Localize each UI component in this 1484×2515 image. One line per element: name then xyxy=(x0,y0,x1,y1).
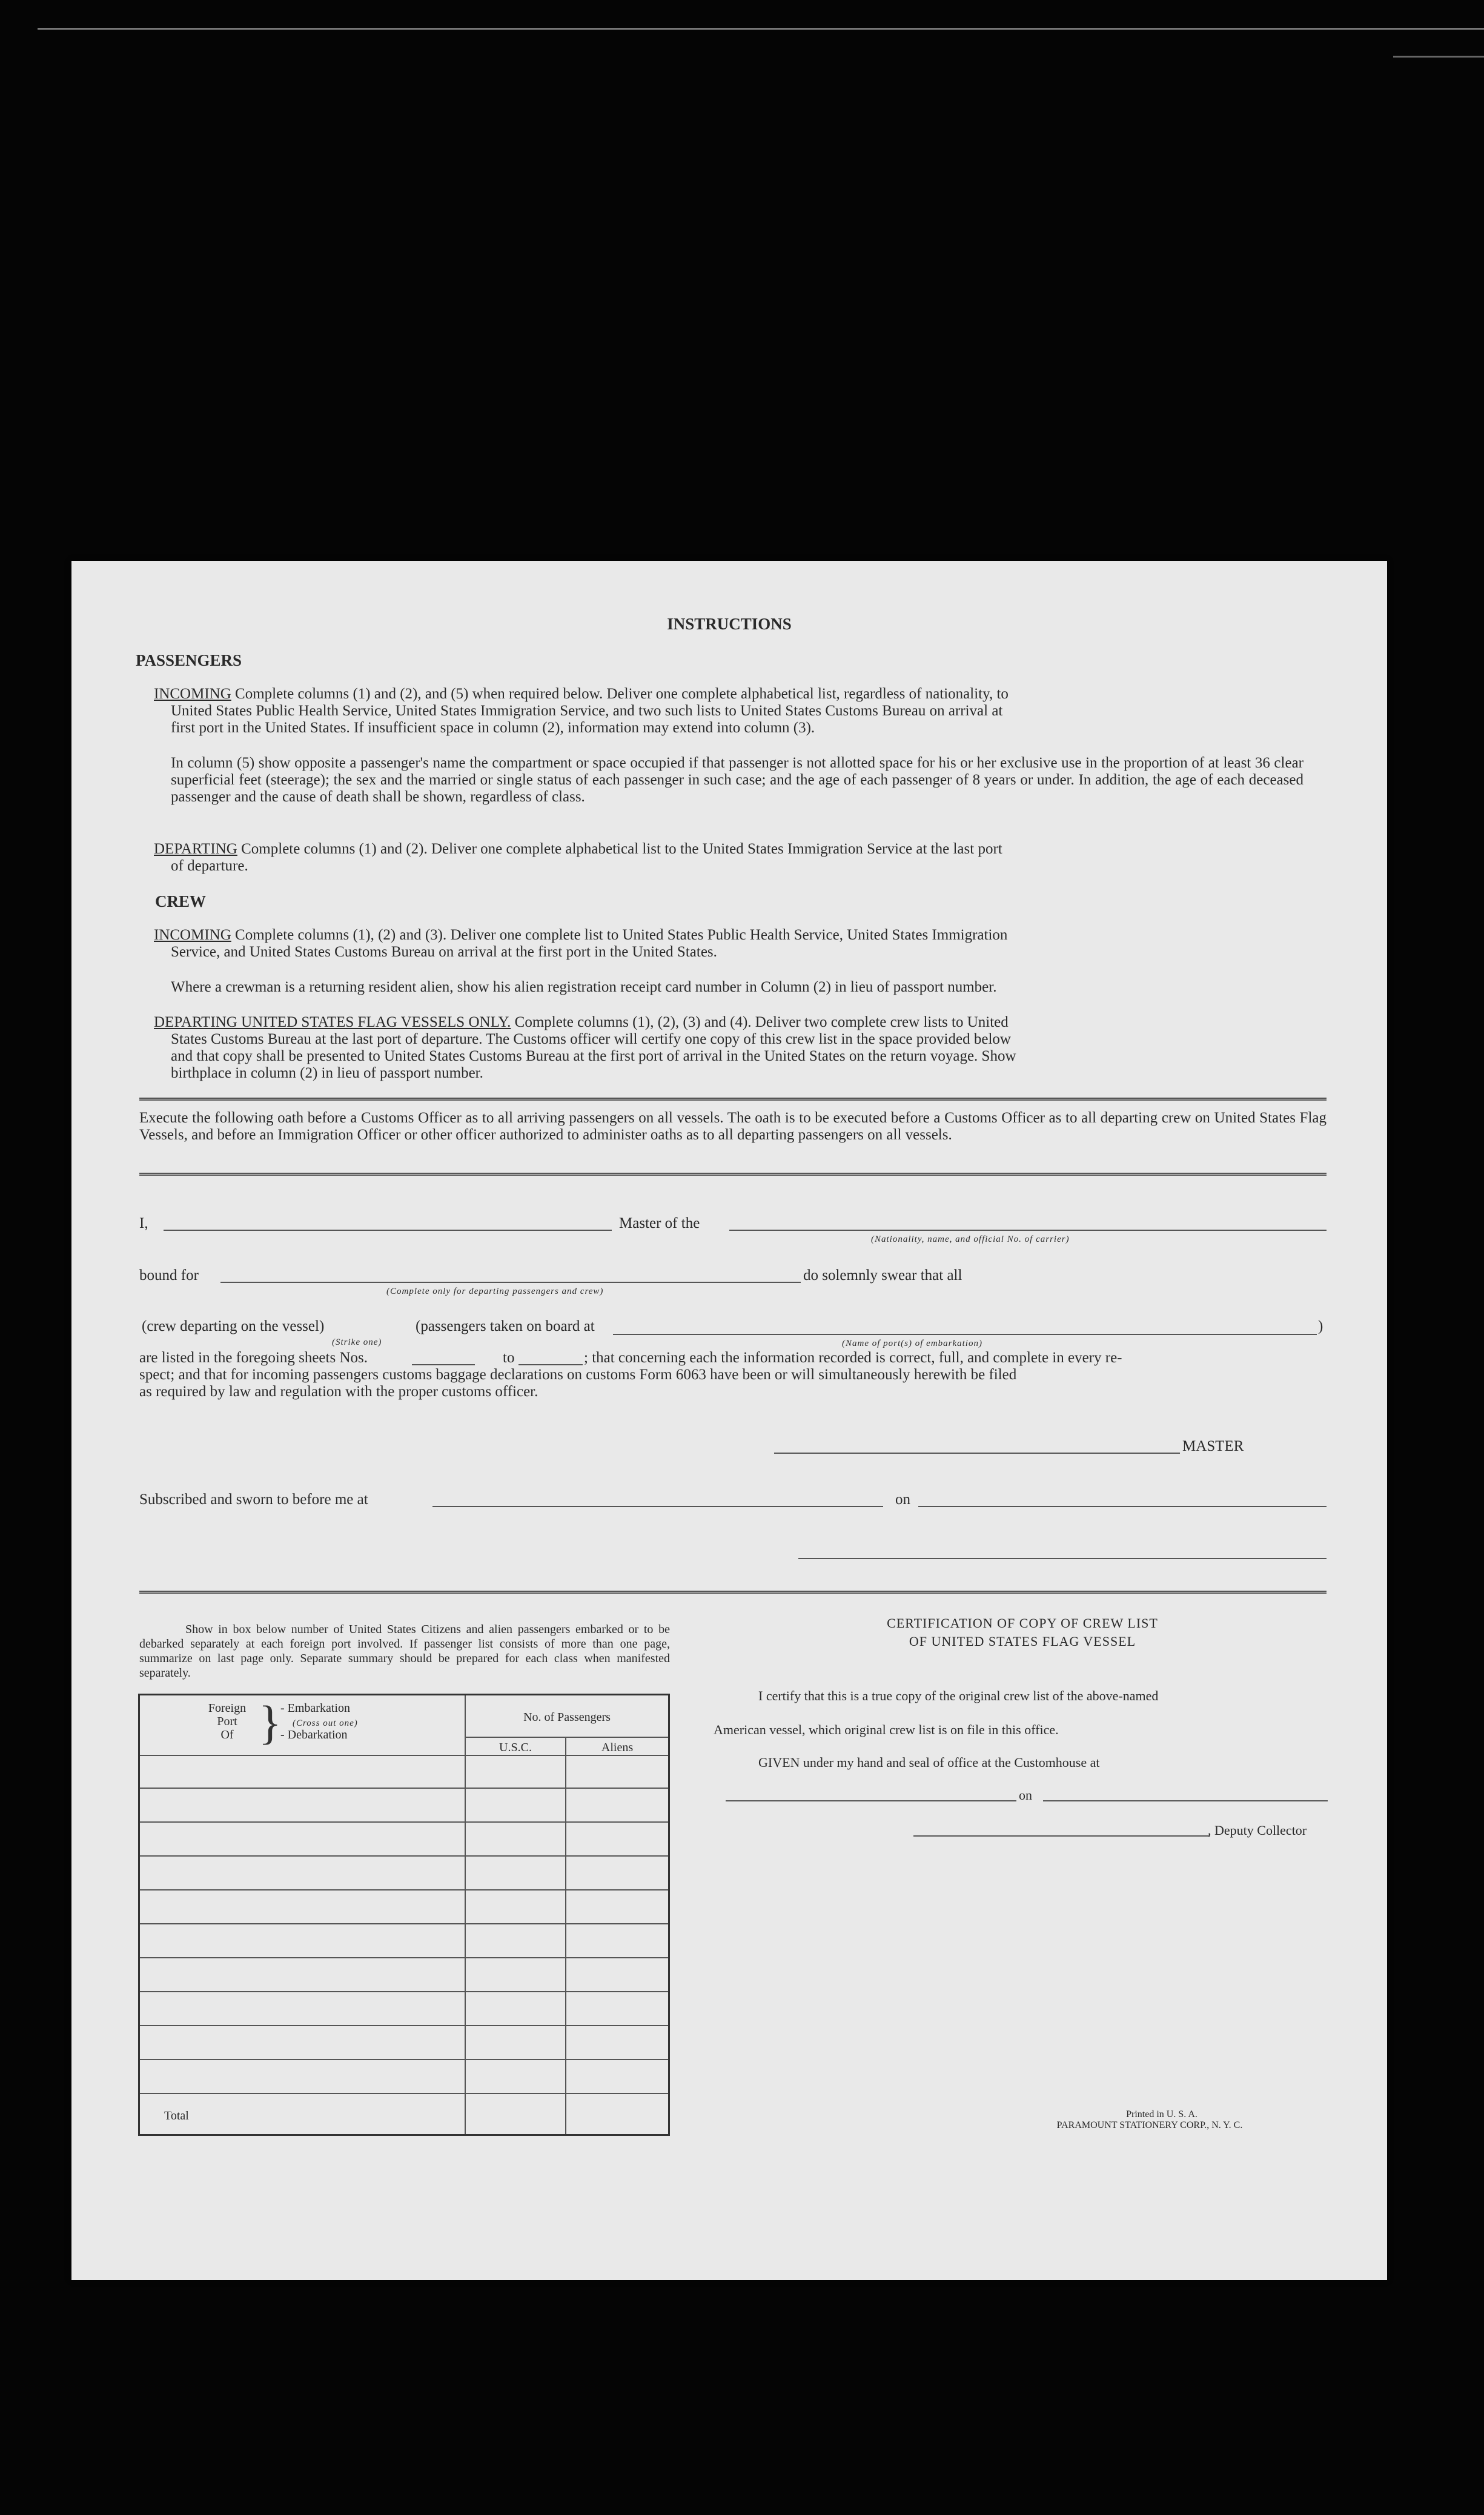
crew-incoming-label: INCOMING xyxy=(154,927,231,943)
row-rule xyxy=(140,1991,668,1992)
row-rule xyxy=(140,1923,668,1924)
passenger-summary-table xyxy=(138,1694,670,2136)
printer-name: PARAMOUNT STATIONERY CORP., N. Y. C. xyxy=(1056,2120,1243,2130)
oath-i-label: I, xyxy=(139,1215,148,1231)
crew-heading: CREW xyxy=(155,892,207,910)
subscribed-date-line[interactable] xyxy=(918,1506,1327,1507)
complete-only-caption: (Complete only for departing passengers and crew) xyxy=(386,1287,604,1296)
flag-label: DEPARTING UNITED STATES FLAG VESSELS ONLY. xyxy=(154,1014,511,1030)
instructions-title: INSTRUCTIONS xyxy=(667,615,792,633)
required-text: as required by law and regulation with the proper customs officer. xyxy=(139,1383,538,1400)
correct-text: ; that concerning each the information recorded is correct, full, and complete in every re- xyxy=(584,1350,1122,1366)
row-rule xyxy=(140,1889,668,1890)
on-label: on xyxy=(895,1491,910,1508)
usc-header: U.S.C. xyxy=(499,1741,532,1754)
name-of-ports-caption: (Name of port(s) of embarkation) xyxy=(842,1339,982,1348)
given-text: GIVEN under my hand and seal of office at the Customhouse at xyxy=(758,1755,1100,1770)
section-divider xyxy=(139,1098,1327,1101)
nationality-caption: (Nationality, name, and official No. of carrier) xyxy=(871,1234,1070,1244)
bound-for-label: bound for xyxy=(139,1267,199,1284)
row-rule xyxy=(140,1788,668,1789)
incoming-line2: United States Public Health Service, United States Immigration Service, and two such lists to United States Customs Bureau on arrival at xyxy=(171,703,1003,719)
certification-title-line2: OF UNITED STATES FLAG VESSEL xyxy=(909,1634,1136,1649)
strike-one-caption: (Strike one) xyxy=(332,1337,382,1347)
col-port: Port xyxy=(217,1715,237,1728)
cross-out-one-caption: (Cross out one) xyxy=(293,1718,358,1728)
master-name-line[interactable] xyxy=(164,1230,612,1231)
deputy-collector-label: , Deputy Collector xyxy=(1208,1823,1307,1838)
row-rule xyxy=(140,1821,668,1823)
summary-instructions: Show in box below number of United States Citizens and alien passengers embarked or to be debarked separately at each foreign port involved. If passenger list consists of more than one page, summarize on last page only. Separate summary should be prepared for each class when manifested separately. xyxy=(139,1623,670,1680)
incoming-label: INCOMING xyxy=(154,686,231,702)
film-edge-line xyxy=(38,28,1484,30)
row-rule xyxy=(140,1957,668,1958)
form-page xyxy=(71,561,1387,2280)
no-of-passengers-header: No. of Passengers xyxy=(523,1711,611,1724)
passengers-taken-option: (passengers taken on board at xyxy=(416,1318,595,1334)
cert-date-line[interactable] xyxy=(1043,1800,1328,1801)
aliens-header: Aliens xyxy=(601,1741,634,1754)
flag-line1: DEPARTING UNITED STATES FLAG VESSELS ONLY. Complete columns (1), (2), (3) and (4). Deliver two complete crew lists to United xyxy=(154,1014,1009,1030)
certification-title-line1: CERTIFICATION OF COPY OF CREW LIST xyxy=(887,1615,1158,1631)
swear-text: do solemnly swear that all xyxy=(803,1267,962,1284)
subscribed-text: Subscribed and sworn to before me at xyxy=(139,1491,368,1508)
debarkation-label: - Debarkation xyxy=(280,1728,348,1741)
crew-departing-option: (crew departing on the vessel) xyxy=(142,1318,325,1334)
departing-line1: DEPARTING Complete columns (1) and (2). Deliver one complete alphabetical list to the United States Immigration Service at the last port xyxy=(154,841,1002,857)
flag-line4: birthplace in column (2) in lieu of passport number. xyxy=(171,1065,483,1081)
sheet-from-line[interactable] xyxy=(412,1364,475,1365)
flag-line3: and that copy shall be presented to United States Customs Bureau at the first port of arrival in the United States on the return voyage. Show xyxy=(171,1048,1016,1064)
col-divider-1 xyxy=(465,1695,466,2134)
crew-incoming-line1: INCOMING Complete columns (1), (2) and (3). Deliver one complete list to United States Public Health Service, United States Immigration xyxy=(154,927,1008,943)
film-edge-line-right xyxy=(1393,56,1484,58)
col-of: Of xyxy=(220,1728,234,1741)
flag-line2: States Customs Bureau at the last port of departure. The Customs officer will certify one copy of this crew list in the space provided below xyxy=(171,1031,1011,1047)
spect-text: spect; and that for incoming passengers customs baggage declarations on customs Form 6063 have been or will simultaneously herewith be filed xyxy=(139,1367,1017,1383)
officer-signature-line[interactable] xyxy=(798,1558,1327,1559)
cert-on-label: on xyxy=(1019,1788,1032,1803)
departing-line2: of departure. xyxy=(171,858,248,874)
are-listed-text: are listed in the foregoing sheets Nos. xyxy=(139,1350,368,1366)
printed-in-usa: Printed in U. S. A. xyxy=(1126,2109,1197,2119)
crew-resident-note: Where a crewman is a returning resident alien, show his alien registration receipt card number in Column (2) in lieu of passport number. xyxy=(171,979,997,995)
incoming-line1: INCOMING Complete columns (1) and (2), and (5) when required below. Deliver one complete alphabetical list, regardless of nationality, to xyxy=(154,686,1009,702)
departing-label: DEPARTING xyxy=(154,841,237,857)
close-paren: ) xyxy=(1318,1318,1323,1334)
bottom-divider xyxy=(139,1591,1327,1594)
master-signature-line[interactable] xyxy=(774,1453,1180,1454)
row-rule xyxy=(140,2025,668,2026)
incoming-line3: first port in the United States. If insufficient space in column (2), information may extend into column (3). xyxy=(171,720,815,736)
oath-execute-text: Execute the following oath before a Customs Officer as to all arriving passengers on all vessels. The oath is to be executed before a Customs Officer as to all departing crew on United States Flag Vessels, and before an Immigration Officer or other officer authorized to administer oaths as to all departing passengers on all vessels. xyxy=(139,1110,1327,1143)
certify-line1: I certify that this is a true copy of the original crew list of the above-named xyxy=(758,1688,1159,1703)
row-rule xyxy=(140,2093,668,2094)
brace-icon: } xyxy=(259,1696,282,1749)
embarkation-label: - Embarkation xyxy=(280,1702,350,1715)
customhouse-line[interactable] xyxy=(726,1800,1016,1801)
sheet-to-line[interactable] xyxy=(518,1364,583,1365)
row-rule xyxy=(140,1855,668,1857)
crew-incoming-line2: Service, and United States Customs Bureau on arrival at the first port in the United States. xyxy=(171,944,717,960)
certify-line2: American vessel, which original crew list is on file in this office. xyxy=(714,1722,1059,1737)
oath-divider xyxy=(139,1173,1327,1176)
header-sub-rule xyxy=(465,1737,668,1738)
col-foreign: Foreign xyxy=(208,1702,247,1715)
incoming-paragraph-2: In column (5) show opposite a passenger's name the compartment or space occupied if that passenger is not allotted space for his or her exclusive use in the proportion of at least 36 clear superficial feet (steerage); the sex and the married or single status of each passenger in such case; and the age of each passenger of 8 years or under. In addition, the age of each deceased passenger and the cause of death shall be shown, regardless of class. xyxy=(171,755,1303,805)
total-label: Total xyxy=(164,2109,189,2122)
master-of-the-label: Master of the xyxy=(619,1215,700,1231)
row-rule xyxy=(140,2059,668,2060)
col-divider-2 xyxy=(565,1738,566,2134)
deputy-collector-line[interactable] xyxy=(913,1835,1210,1837)
subscribed-place-line[interactable] xyxy=(432,1506,883,1507)
master-label: MASTER xyxy=(1182,1438,1244,1454)
passengers-heading: PASSENGERS xyxy=(136,651,242,669)
to-label: to xyxy=(503,1350,515,1366)
